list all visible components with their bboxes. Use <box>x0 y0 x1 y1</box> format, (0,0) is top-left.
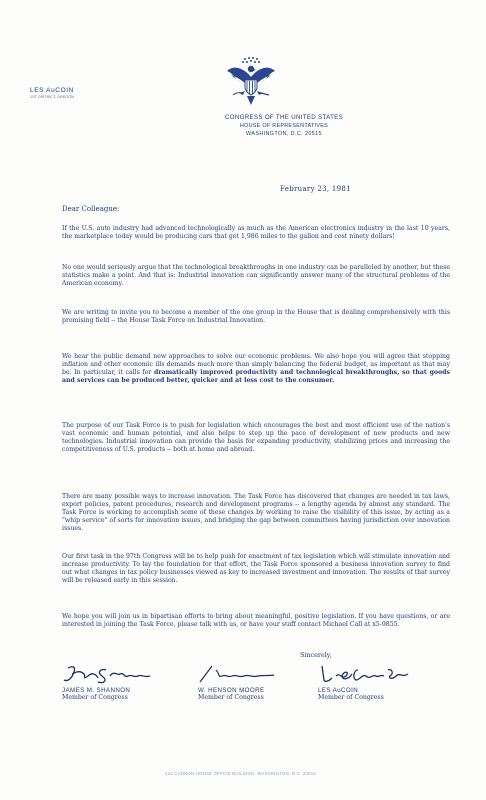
letterhead-city: WASHINGTON, D.C. 20515 <box>246 131 322 137</box>
paragraph-3: We are writing to invite you to become a member of the one group in the House that is dealing comprehensively with this promising field -- the House Task Force on Industrial Innovation. <box>62 309 450 325</box>
paragraph-6: There are many possible ways to increase innovation. The Task Force has discovered that changes are needed in tax laws, export policies, patent procedures, research and development programs -- a lengthy agenda by almost any standard. The Task Force is working to accomplish some of these changes by working to raise the visibility of this issue, by acting as a "whip service" of sorts for innovation issues, and bridging the gap between committees having jurisdiction over innovation issues. <box>62 493 450 533</box>
signatory-title-1: Member of Congress <box>62 694 128 701</box>
paragraph-4-text: We hear the public demand new approaches to solve our economic problems. We also hope you will agree that stopping inflation and other economic ills demands much more than simply balancing the federal budget, as important as that may be. In particular, it calls for <box>62 353 450 377</box>
paragraph-4-emphasis: dramatically improved productivity and technological breakthroughs, so that goods and services can be produced better, quicker and at less cost to the consumer. <box>62 369 450 385</box>
handwritten-signature-aucoin <box>318 662 418 686</box>
signature-block-shannon <box>62 662 182 701</box>
sender-name: LES AuCOIN <box>30 87 74 94</box>
salutation: Dear Colleague: <box>62 205 120 213</box>
footer-address: 231 CANNON HOUSE OFFICE BUILDING, WASHINGTON, D.C. 20515 <box>165 771 317 776</box>
letterhead-house: HOUSE OF REPRESENTATIVES <box>239 123 329 129</box>
sender-district: 1ST DISTRICT, OREGON <box>30 95 75 99</box>
sender-block <box>30 87 74 99</box>
signatory-title-2: Member of Congress <box>198 694 264 701</box>
signature-block-moore <box>198 662 288 701</box>
paragraph-7: Our first task in the 97th Congress will be to help push for enactment of tax legislation which will stimulate innovation and increase productivity. To lay the foundation for that effort, the Task Force sponsored a business innovation survey to find out what changes in tax policy businesses viewed as key to increased investment and innovation. The results of that survey will be released early in this session. <box>62 553 450 585</box>
eagle-seal-icon <box>225 55 277 109</box>
handwritten-signature-shannon <box>62 662 182 686</box>
paragraph-1: If the U.S. auto industry had advanced technologically as much as the American electronics industry in the last 10 years, the marketplace today would be producing cars that get 1,986 miles to the gallon and cost ninety dollars! <box>62 225 450 241</box>
letterhead-congress: CONGRESS OF THE UNITED STATES <box>224 114 344 121</box>
signatory-title-3: Member of Congress <box>318 694 384 701</box>
paragraph-8: We hope you will join us in bipartisan efforts to bring about meaningful, positive legislation. If you have questions, or are interested in joining the Task Force, please talk with us, or have your staff contact Michael Call at x5-9855. <box>62 613 450 629</box>
handwritten-signature-moore <box>198 662 288 686</box>
signatory-name-1: JAMES M. SHANNON <box>62 687 131 694</box>
letterhead <box>224 113 344 138</box>
letter-date: February 23, 1981 <box>280 185 351 193</box>
paragraph-5: The purpose of our Task Force is to push for legislation which encourages the best and most efficient use of the nation's vast economic and human potential, and also helps to step up the pace of development of new products and new technologies. Industrial innovation can provide the basis for expanding productivity, stabilizing prices and increasing the competitiveness of U.S. products -- both at home and abroad. <box>62 422 450 454</box>
closing: Sincerely, <box>300 651 332 659</box>
paragraph-2: No one would seriously argue that the technological breakthroughs in one industry can be paralleled by another, but these statistics make a point. And that is: Industrial innovation can significantly answer many of the structural problems of the American economy. <box>62 264 450 288</box>
signatory-name-2: W. HENSON MOORE <box>198 687 265 694</box>
paragraph-4 <box>62 353 450 385</box>
signatory-name-3: LES AuCOIN <box>318 687 359 694</box>
signature-block-aucoin <box>318 662 418 701</box>
